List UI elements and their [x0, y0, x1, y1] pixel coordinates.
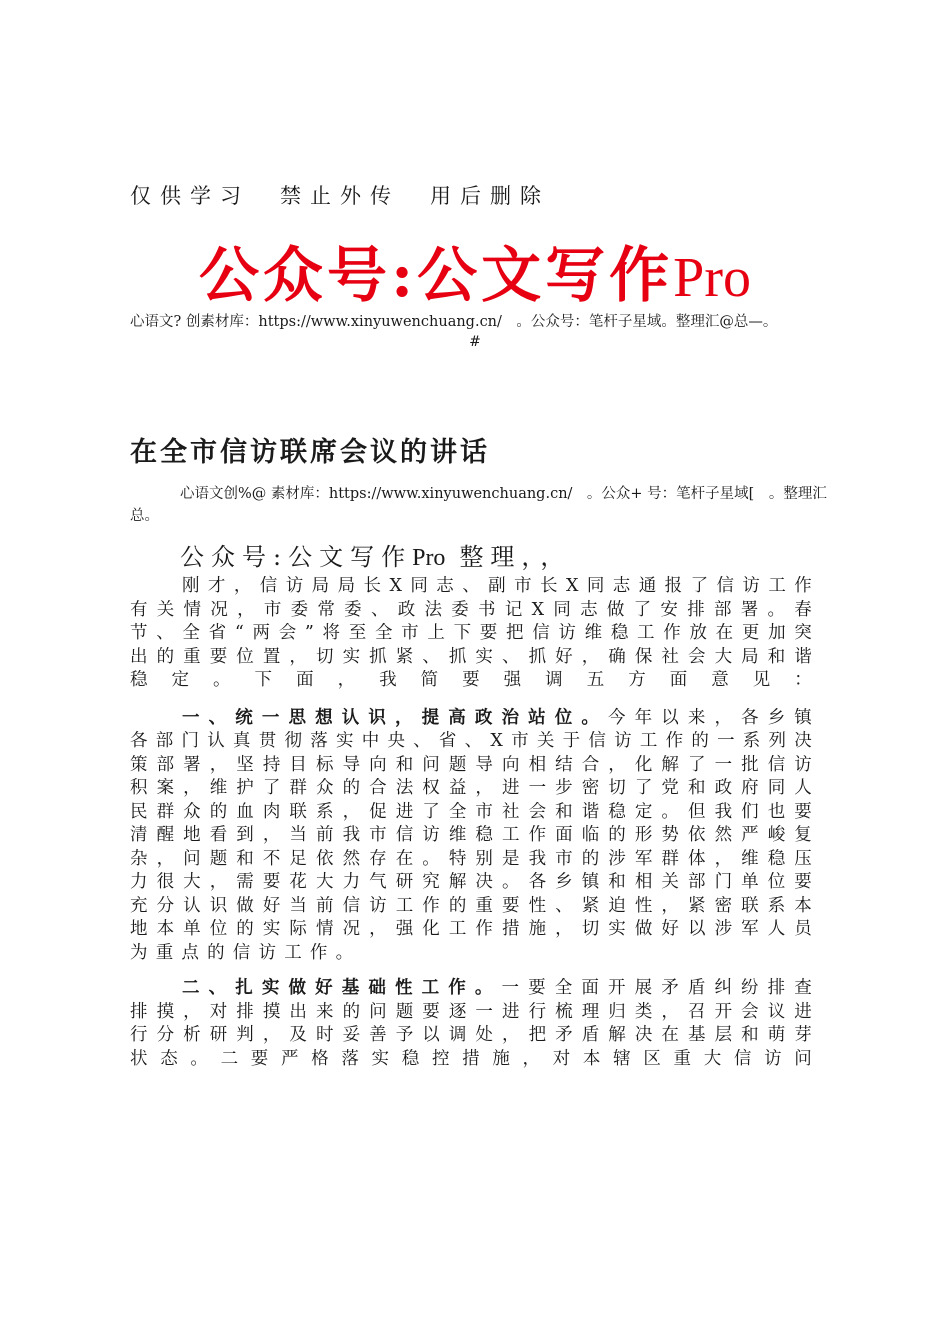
paragraph-text: 一要全面开展矛盾纠纷排查排摸，对排摸出来的问题要逐一进行梳理归类，召开会议进行分析研判，及时妥善予以调处，把矛盾解决在基层和萌芽状态。二要严格落实稳控措施，对本辖区重大信访问 [130, 978, 821, 1069]
source-line-2: 心语文创%@ 素材库：https://www.xinyuwenchuang.cn/ 。公众+ 号：笔杆子星域[ 。整理汇总。 [130, 486, 827, 524]
paragraph-section-1 [130, 707, 820, 966]
section-heading: 二、扎实做好基础性工作。 [182, 978, 502, 998]
paragraph-text: 刚才，信访局局长X同志、副市长X同志通报了信访工作有关情况，市委常委、政法委书记X同志做了安排部署。春节、全省“两会”将至全市上下要把信访维稳工作放在更加突出的重要位置，切实抓紧、抓实、抓好，确保社会大局和谐稳定。下面，我简要强调五方面意见： [130, 576, 820, 690]
paragraph-text: 今年以来，各乡镇各部门认真贯彻落实中央、省、X市关于信访工作的一系列决策部署，坚持目标导向和问题导向相结合，化解了一批信访积案，维护了群众的合法权益，进一步密切了党和政府同人民群众的血肉联系，促进了全市社会和谐稳定。但我们也要清醒地看到，当前我市信访维稳工作面临的形势依然严峻复杂，问题和不足依然存在。特别是我市的涉军群体，维稳压力很大，需要花大力气研究解决。各乡镇和相关部门单位要充分认识做好当前信访工作的重要性、紧迫性，紧密联系本地本单位的实际情况，强化工作措施，切实做好以涉军人员为重点的信访工作。 [130, 707, 821, 963]
subheading [180, 537, 571, 572]
paragraph-section-2 [130, 977, 820, 1071]
brand-banner [0, 228, 950, 314]
document-body [130, 575, 820, 1083]
subheading-name: 公众号:公文写作 [180, 543, 413, 571]
subheading-tail: 整理，， [459, 543, 572, 571]
brand-suffix: Pro [673, 247, 751, 309]
brand-name: 公众号:公文写作 [199, 241, 674, 311]
document-title: 在全市信访联席会议的讲话 [130, 437, 490, 468]
usage-notice: 仅供学习 禁止外传 用后删除 [130, 184, 550, 208]
source-line: 心语文? 创素材库：https://www.xinyuwenchuang.cn/ 。公众号：笔杆子星域。整理汇@总—。 [130, 314, 778, 330]
section-heading: 一、统一思想认识，提高政治站位。 [182, 707, 608, 728]
paragraph-intro [130, 575, 820, 693]
source-line-hash: # [469, 334, 481, 350]
subheading-suffix: Pro [412, 545, 446, 571]
